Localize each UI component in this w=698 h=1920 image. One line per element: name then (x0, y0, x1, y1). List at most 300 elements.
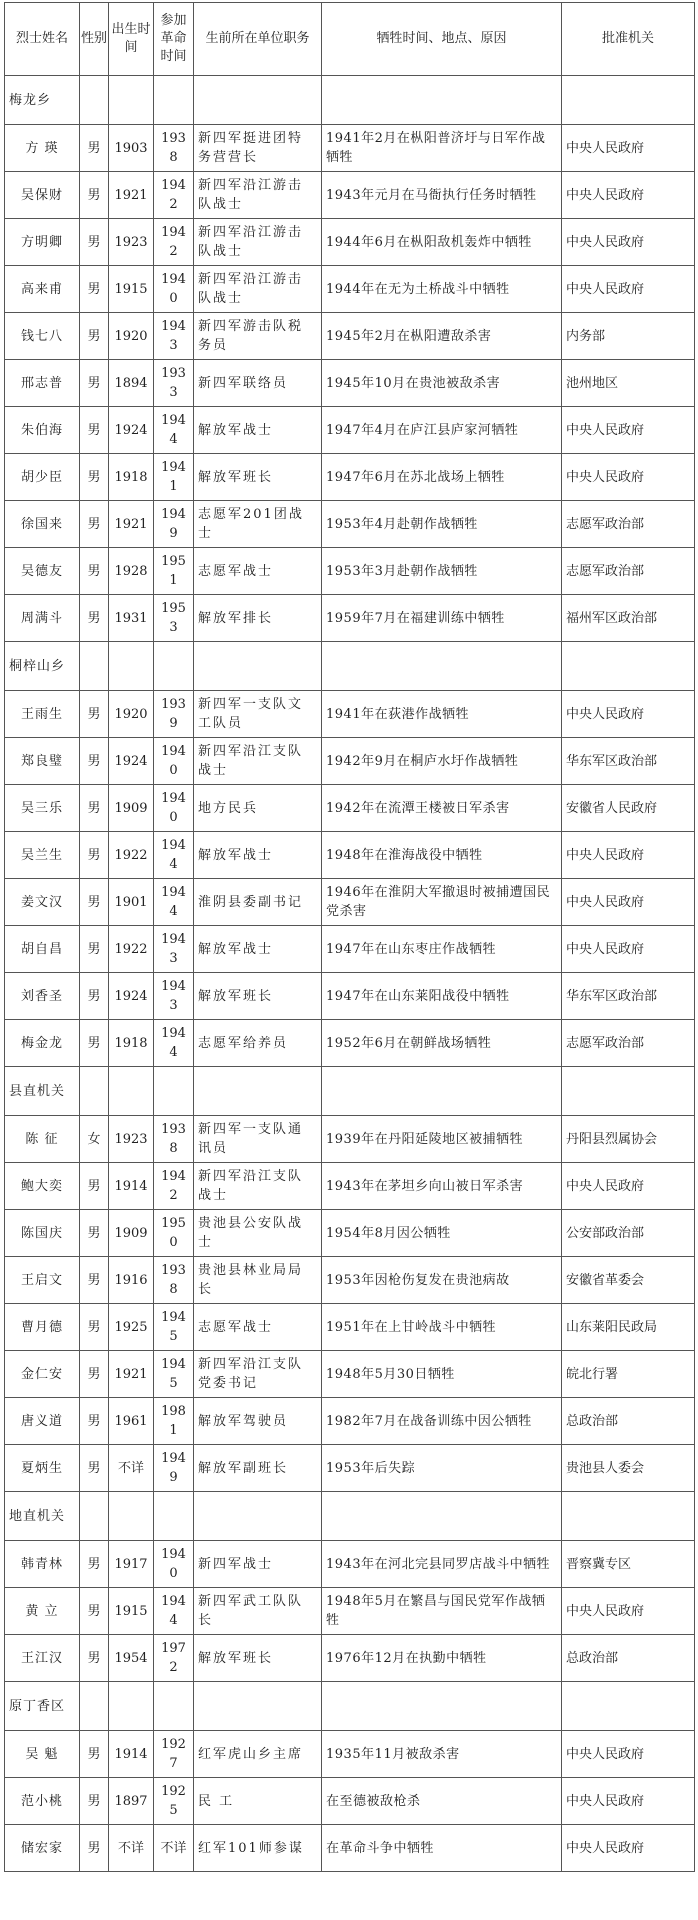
cell-approve: 中央人民政府 (562, 1778, 695, 1825)
cell-name: 方明卿 (5, 219, 80, 266)
cell-join: 1943 (154, 313, 194, 360)
cell-approve: 中央人民政府 (562, 125, 695, 172)
cell-sex: 男 (80, 926, 109, 973)
cell-join: 1950 (154, 1210, 194, 1257)
cell-sex: 男 (80, 973, 109, 1020)
empty-cell (194, 1682, 322, 1731)
cell-name: 范小桃 (5, 1778, 80, 1825)
cell-name: 吴三乐 (5, 785, 80, 832)
cell-birth: 1920 (109, 691, 154, 738)
cell-approve: 公安部政治部 (562, 1210, 695, 1257)
cell-death: 1943年在河北完县同罗店战斗中牺牲 (322, 1541, 562, 1588)
cell-approve: 志愿军政治部 (562, 501, 695, 548)
cell-death: 1947年4月在庐江县庐家河牺牲 (322, 407, 562, 454)
cell-join: 1940 (154, 785, 194, 832)
section-label: 地直机关 (5, 1492, 80, 1541)
table-row (5, 266, 695, 313)
cell-sex: 男 (80, 172, 109, 219)
empty-cell (109, 1492, 154, 1541)
table-row (5, 125, 695, 172)
cell-sex: 男 (80, 313, 109, 360)
empty-cell (194, 76, 322, 125)
empty-cell (80, 1492, 109, 1541)
table-row (5, 1116, 695, 1163)
cell-approve: 山东莱阳民政局 (562, 1304, 695, 1351)
table-row (5, 1351, 695, 1398)
table-row (5, 1257, 695, 1304)
cell-join: 1925 (154, 1778, 194, 1825)
section-row (5, 1067, 695, 1116)
empty-cell (109, 1682, 154, 1731)
table-row (5, 1210, 695, 1257)
cell-approve: 中央人民政府 (562, 879, 695, 926)
cell-post: 解放军排长 (194, 595, 322, 642)
cell-birth: 不详 (109, 1445, 154, 1492)
cell-birth: 1922 (109, 832, 154, 879)
empty-cell (109, 642, 154, 691)
cell-sex: 男 (80, 1731, 109, 1778)
cell-death: 在至德被敌枪杀 (322, 1778, 562, 1825)
cell-death: 1951年在上甘岭战斗中牺牲 (322, 1304, 562, 1351)
cell-name: 吴保财 (5, 172, 80, 219)
table-row (5, 879, 695, 926)
table-row (5, 926, 695, 973)
cell-approve: 志愿军政治部 (562, 1020, 695, 1067)
cell-post: 新四军沿江游击队战士 (194, 172, 322, 219)
cell-join: 1944 (154, 879, 194, 926)
section-row (5, 76, 695, 125)
cell-death: 1944年6月在枞阳敌机轰炸中牺牲 (322, 219, 562, 266)
cell-death: 1953年4月赴朝作战牺牲 (322, 501, 562, 548)
cell-sex: 男 (80, 1398, 109, 1445)
cell-join: 1938 (154, 125, 194, 172)
empty-cell (322, 1682, 562, 1731)
cell-birth: 1920 (109, 313, 154, 360)
cell-post: 淮阴县委副书记 (194, 879, 322, 926)
section-label: 县直机关 (5, 1067, 80, 1116)
table-body (5, 76, 695, 1872)
cell-join: 1933 (154, 360, 194, 407)
cell-join: 1940 (154, 266, 194, 313)
cell-death: 1943年在茅坦乡向山被日军杀害 (322, 1163, 562, 1210)
cell-name: 吴 魁 (5, 1731, 80, 1778)
cell-death: 1945年2月在枞阳遭敌杀害 (322, 313, 562, 360)
table-row (5, 1020, 695, 1067)
cell-birth: 1903 (109, 125, 154, 172)
cell-approve: 中央人民政府 (562, 1731, 695, 1778)
cell-birth: 1921 (109, 501, 154, 548)
cell-approve: 中央人民政府 (562, 407, 695, 454)
cell-death: 1948年5月30日牺牲 (322, 1351, 562, 1398)
header-name: 烈士姓名 (5, 3, 80, 76)
cell-post: 新四军沿江游击队战士 (194, 266, 322, 313)
cell-sex: 男 (80, 1588, 109, 1635)
empty-cell (562, 76, 695, 125)
cell-name: 黄 立 (5, 1588, 80, 1635)
cell-approve: 贵池县人委会 (562, 1445, 695, 1492)
cell-approve: 中央人民政府 (562, 926, 695, 973)
cell-birth: 1918 (109, 454, 154, 501)
cell-sex: 男 (80, 738, 109, 785)
martyr-roster-table (4, 2, 695, 1872)
empty-cell (109, 76, 154, 125)
empty-cell (80, 1067, 109, 1116)
cell-approve: 华东军区政治部 (562, 738, 695, 785)
cell-join: 1944 (154, 1020, 194, 1067)
cell-join: 1951 (154, 548, 194, 595)
table-row (5, 219, 695, 266)
cell-join: 1942 (154, 219, 194, 266)
cell-join: 1941 (154, 454, 194, 501)
table-row (5, 454, 695, 501)
table-row (5, 691, 695, 738)
table-row (5, 738, 695, 785)
cell-sex: 男 (80, 1778, 109, 1825)
cell-join: 不详 (154, 1825, 194, 1872)
cell-birth: 1914 (109, 1163, 154, 1210)
cell-sex: 男 (80, 785, 109, 832)
cell-approve: 中央人民政府 (562, 832, 695, 879)
section-label: 梅龙乡 (5, 76, 80, 125)
cell-post: 新四军战士 (194, 1541, 322, 1588)
cell-birth: 1909 (109, 1210, 154, 1257)
table-row (5, 1635, 695, 1682)
cell-sex: 男 (80, 1445, 109, 1492)
cell-name: 姜文汉 (5, 879, 80, 926)
cell-post: 解放军班长 (194, 1635, 322, 1682)
empty-cell (562, 1067, 695, 1116)
cell-name: 方 瑛 (5, 125, 80, 172)
empty-cell (80, 642, 109, 691)
cell-death: 1959年7月在福建训练中牺牲 (322, 595, 562, 642)
cell-approve: 中央人民政府 (562, 454, 695, 501)
cell-sex: 男 (80, 691, 109, 738)
empty-cell (154, 642, 194, 691)
cell-name: 陈国庆 (5, 1210, 80, 1257)
empty-cell (80, 76, 109, 125)
cell-join: 1943 (154, 973, 194, 1020)
cell-name: 郑良璧 (5, 738, 80, 785)
section-row (5, 1682, 695, 1731)
cell-join: 1944 (154, 1588, 194, 1635)
cell-name: 王江汉 (5, 1635, 80, 1682)
cell-death: 1945年10月在贵池被敌杀害 (322, 360, 562, 407)
cell-birth: 1915 (109, 266, 154, 313)
cell-sex: 男 (80, 879, 109, 926)
cell-approve: 丹阳县烈属协会 (562, 1116, 695, 1163)
cell-death: 1948年5月在繁昌与国民党军作战牺牲 (322, 1588, 562, 1635)
cell-death: 1942年在流潭王楼被日军杀害 (322, 785, 562, 832)
cell-sex: 男 (80, 407, 109, 454)
table-row (5, 1731, 695, 1778)
cell-death: 1953年因枪伤复发在贵池病故 (322, 1257, 562, 1304)
cell-approve: 中央人民政府 (562, 1825, 695, 1872)
empty-cell (322, 76, 562, 125)
cell-join: 1943 (154, 926, 194, 973)
cell-name: 高来甫 (5, 266, 80, 313)
cell-sex: 男 (80, 1304, 109, 1351)
cell-sex: 男 (80, 1635, 109, 1682)
cell-approve: 皖北行署 (562, 1351, 695, 1398)
table-row (5, 1163, 695, 1210)
cell-sex: 男 (80, 832, 109, 879)
cell-approve: 安徽省人民政府 (562, 785, 695, 832)
empty-cell (154, 76, 194, 125)
cell-name: 鲍大奕 (5, 1163, 80, 1210)
cell-death: 1948年在淮海战役中牺牲 (322, 832, 562, 879)
cell-birth: 1928 (109, 548, 154, 595)
cell-death: 1939年在丹阳延陵地区被捕牺牲 (322, 1116, 562, 1163)
cell-birth: 1922 (109, 926, 154, 973)
cell-sex: 女 (80, 1116, 109, 1163)
cell-sex: 男 (80, 1163, 109, 1210)
cell-approve: 中央人民政府 (562, 1588, 695, 1635)
cell-birth: 1916 (109, 1257, 154, 1304)
cell-sex: 男 (80, 595, 109, 642)
cell-death: 1946年在淮阴大军撤退时被捕遭国民党杀害 (322, 879, 562, 926)
section-row (5, 1492, 695, 1541)
cell-join: 1938 (154, 1116, 194, 1163)
cell-sex: 男 (80, 1825, 109, 1872)
empty-cell (562, 1492, 695, 1541)
table-row (5, 1445, 695, 1492)
cell-post: 新四军沿江支队战士 (194, 1163, 322, 1210)
cell-post: 地方民兵 (194, 785, 322, 832)
cell-death: 1947年6月在苏北战场上牺牲 (322, 454, 562, 501)
cell-join: 1953 (154, 595, 194, 642)
cell-death: 在革命斗争中牺牲 (322, 1825, 562, 1872)
cell-approve: 总政治部 (562, 1635, 695, 1682)
cell-birth: 1917 (109, 1541, 154, 1588)
cell-birth: 1897 (109, 1778, 154, 1825)
cell-name: 陈 征 (5, 1116, 80, 1163)
cell-name: 朱伯海 (5, 407, 80, 454)
cell-post: 新四军沿江支队战士 (194, 738, 322, 785)
cell-post: 新四军一支队通讯员 (194, 1116, 322, 1163)
cell-death: 1935年11月被敌杀害 (322, 1731, 562, 1778)
cell-death: 1943年元月在马衙执行任务时牺牲 (322, 172, 562, 219)
cell-death: 1954年8月因公牺牲 (322, 1210, 562, 1257)
cell-name: 王启文 (5, 1257, 80, 1304)
cell-post: 解放军战士 (194, 926, 322, 973)
cell-join: 1944 (154, 832, 194, 879)
cell-approve: 晋察冀专区 (562, 1541, 695, 1588)
cell-sex: 男 (80, 266, 109, 313)
cell-approve: 内务部 (562, 313, 695, 360)
empty-cell (154, 1492, 194, 1541)
table-row (5, 1825, 695, 1872)
cell-name: 曹月德 (5, 1304, 80, 1351)
empty-cell (194, 642, 322, 691)
cell-join: 1945 (154, 1351, 194, 1398)
header-approve: 批准机关 (562, 3, 695, 76)
cell-name: 邢志普 (5, 360, 80, 407)
cell-post: 志愿军战士 (194, 548, 322, 595)
table-row (5, 548, 695, 595)
cell-name: 徐国来 (5, 501, 80, 548)
cell-post: 解放军班长 (194, 973, 322, 1020)
cell-sex: 男 (80, 501, 109, 548)
cell-approve: 安徽省革委会 (562, 1257, 695, 1304)
cell-approve: 志愿军政治部 (562, 548, 695, 595)
table-header (5, 3, 695, 76)
cell-birth: 1918 (109, 1020, 154, 1067)
cell-post: 新四军沿江支队党委书记 (194, 1351, 322, 1398)
cell-name: 储宏家 (5, 1825, 80, 1872)
cell-join: 1942 (154, 1163, 194, 1210)
cell-birth: 1925 (109, 1304, 154, 1351)
cell-name: 吴兰生 (5, 832, 80, 879)
cell-death: 1952年6月在朝鲜战场牺牲 (322, 1020, 562, 1067)
cell-death: 1953年3月赴朝作战牺牲 (322, 548, 562, 595)
header-post: 生前所在单位职务 (194, 3, 322, 76)
cell-name: 夏炳生 (5, 1445, 80, 1492)
cell-death: 1953年后失踪 (322, 1445, 562, 1492)
cell-death: 1944年在无为土桥战斗中牺牲 (322, 266, 562, 313)
cell-birth: 1909 (109, 785, 154, 832)
cell-sex: 男 (80, 454, 109, 501)
cell-join: 1940 (154, 1541, 194, 1588)
empty-cell (322, 1067, 562, 1116)
cell-birth: 1901 (109, 879, 154, 926)
cell-name: 梅金龙 (5, 1020, 80, 1067)
cell-join: 1949 (154, 1445, 194, 1492)
cell-approve: 中央人民政府 (562, 1163, 695, 1210)
cell-join: 1939 (154, 691, 194, 738)
cell-join: 1944 (154, 407, 194, 454)
cell-birth: 1924 (109, 407, 154, 454)
cell-approve: 总政治部 (562, 1398, 695, 1445)
cell-post: 新四军武工队队长 (194, 1588, 322, 1635)
cell-approve: 中央人民政府 (562, 266, 695, 313)
cell-post: 解放军副班长 (194, 1445, 322, 1492)
cell-death: 1942年9月在桐庐水圩作战牺牲 (322, 738, 562, 785)
empty-cell (80, 1682, 109, 1731)
cell-birth: 不详 (109, 1825, 154, 1872)
empty-cell (109, 1067, 154, 1116)
table-row (5, 407, 695, 454)
cell-approve: 池州地区 (562, 360, 695, 407)
cell-sex: 男 (80, 1020, 109, 1067)
cell-death: 1976年12月在执勤中牺牲 (322, 1635, 562, 1682)
cell-birth: 1915 (109, 1588, 154, 1635)
cell-post: 解放军驾驶员 (194, 1398, 322, 1445)
cell-post: 新四军游击队税务员 (194, 313, 322, 360)
empty-cell (322, 642, 562, 691)
cell-join: 1981 (154, 1398, 194, 1445)
cell-approve: 中央人民政府 (562, 172, 695, 219)
table-row (5, 360, 695, 407)
cell-birth: 1923 (109, 219, 154, 266)
cell-name: 韩青林 (5, 1541, 80, 1588)
cell-join: 1949 (154, 501, 194, 548)
cell-death: 1941年在荻港作战牺牲 (322, 691, 562, 738)
header-sex: 性别 (80, 3, 109, 76)
table-row (5, 313, 695, 360)
cell-post: 贵池县林业局局长 (194, 1257, 322, 1304)
cell-sex: 男 (80, 125, 109, 172)
cell-post: 解放军班长 (194, 454, 322, 501)
cell-post: 民 工 (194, 1778, 322, 1825)
section-label: 桐梓山乡 (5, 642, 80, 691)
cell-post: 志愿军201团战士 (194, 501, 322, 548)
cell-birth: 1931 (109, 595, 154, 642)
cell-post: 红军101师参谋 (194, 1825, 322, 1872)
cell-death: 1947年在山东莱阳战役中牺牲 (322, 973, 562, 1020)
cell-approve: 中央人民政府 (562, 691, 695, 738)
cell-name: 金仁安 (5, 1351, 80, 1398)
cell-join: 1940 (154, 738, 194, 785)
table-row (5, 973, 695, 1020)
cell-sex: 男 (80, 1351, 109, 1398)
cell-birth: 1924 (109, 973, 154, 1020)
cell-name: 王雨生 (5, 691, 80, 738)
cell-join: 1927 (154, 1731, 194, 1778)
cell-name: 周满斗 (5, 595, 80, 642)
cell-sex: 男 (80, 1257, 109, 1304)
cell-birth: 1954 (109, 1635, 154, 1682)
cell-name: 胡自昌 (5, 926, 80, 973)
table-row (5, 785, 695, 832)
cell-name: 钱七八 (5, 313, 80, 360)
cell-approve: 中央人民政府 (562, 219, 695, 266)
cell-post: 解放军战士 (194, 832, 322, 879)
cell-death: 1982年7月在战备训练中因公牺牲 (322, 1398, 562, 1445)
cell-join: 1938 (154, 1257, 194, 1304)
cell-post: 新四军联络员 (194, 360, 322, 407)
empty-cell (194, 1492, 322, 1541)
empty-cell (562, 1682, 695, 1731)
table-row (5, 1304, 695, 1351)
empty-cell (194, 1067, 322, 1116)
cell-post: 红军虎山乡主席 (194, 1731, 322, 1778)
cell-post: 新四军挺进团特务营营长 (194, 125, 322, 172)
cell-sex: 男 (80, 360, 109, 407)
cell-approve: 福州军区政治部 (562, 595, 695, 642)
header-death: 牺牲时间、地点、原因 (322, 3, 562, 76)
cell-birth: 1921 (109, 172, 154, 219)
cell-join: 1945 (154, 1304, 194, 1351)
cell-join: 1942 (154, 172, 194, 219)
cell-post: 贵池县公安队战士 (194, 1210, 322, 1257)
empty-cell (322, 1492, 562, 1541)
cell-birth: 1961 (109, 1398, 154, 1445)
table-row (5, 172, 695, 219)
cell-name: 唐义道 (5, 1398, 80, 1445)
cell-birth: 1921 (109, 1351, 154, 1398)
cell-post: 解放军战士 (194, 407, 322, 454)
section-row (5, 642, 695, 691)
header-birth: 出生时间 (109, 3, 154, 76)
cell-post: 新四军一支队文工队员 (194, 691, 322, 738)
cell-birth: 1914 (109, 1731, 154, 1778)
cell-birth: 1924 (109, 738, 154, 785)
cell-post: 志愿军给养员 (194, 1020, 322, 1067)
cell-post: 志愿军战士 (194, 1304, 322, 1351)
cell-sex: 男 (80, 1541, 109, 1588)
table-row (5, 1541, 695, 1588)
table-row (5, 501, 695, 548)
cell-join: 1972 (154, 1635, 194, 1682)
table-row (5, 595, 695, 642)
cell-sex: 男 (80, 548, 109, 595)
table-row (5, 1778, 695, 1825)
cell-birth: 1894 (109, 360, 154, 407)
table-row (5, 832, 695, 879)
empty-cell (562, 642, 695, 691)
cell-birth: 1923 (109, 1116, 154, 1163)
cell-approve: 华东军区政治部 (562, 973, 695, 1020)
